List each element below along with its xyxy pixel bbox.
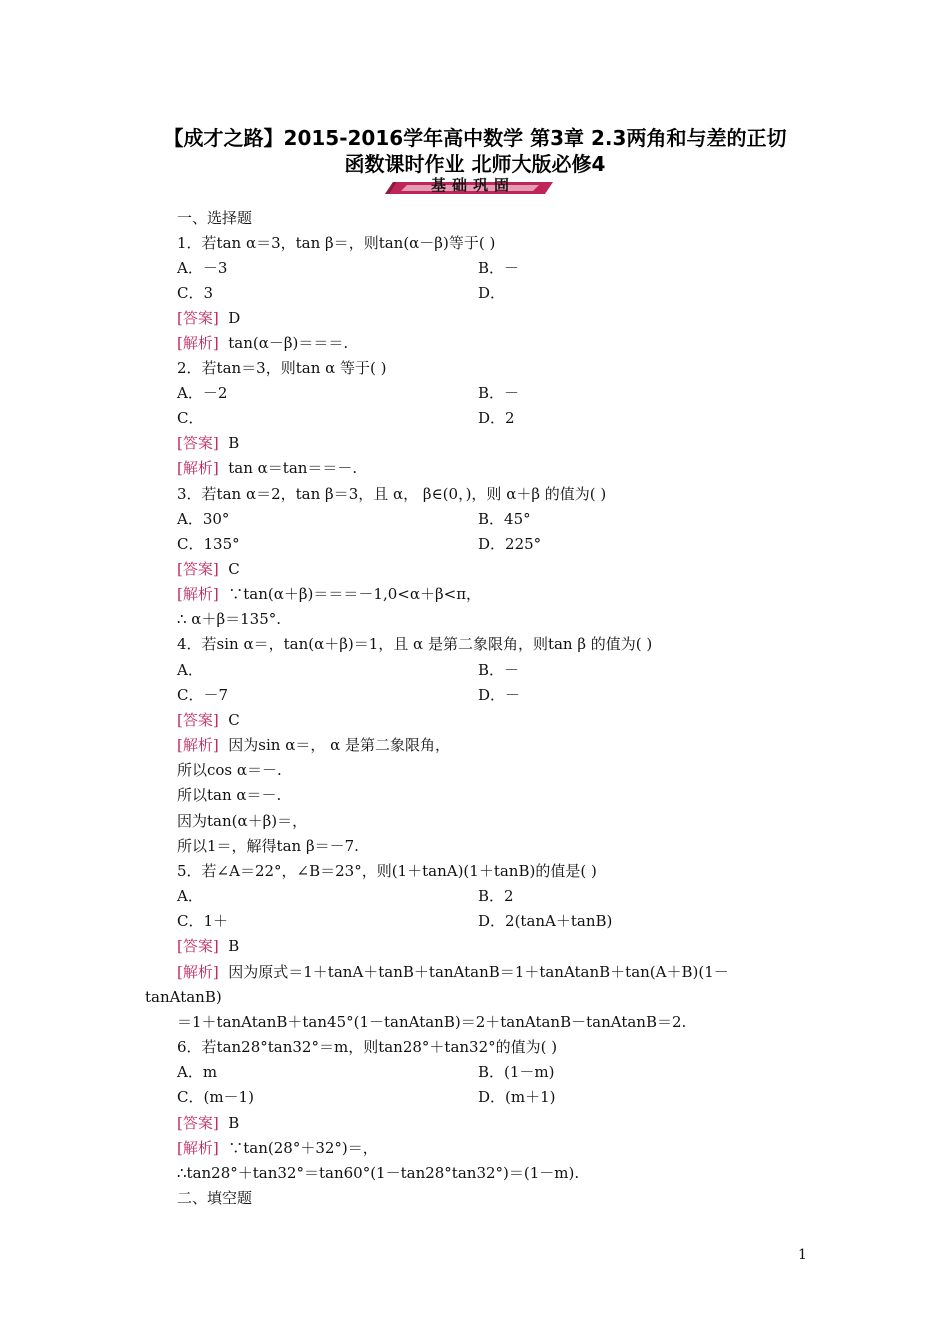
text-line	[177, 609, 281, 629]
analysis-line	[177, 458, 357, 478]
line-text: 二、填空题	[177, 1189, 253, 1207]
analysis-line	[177, 584, 481, 604]
text-line	[177, 861, 597, 881]
line-text: C．(m－1)	[177, 1088, 254, 1106]
answer-tag: [答案]	[177, 711, 219, 729]
line-text: 2．若tan＝3，则tan α 等于( )	[177, 359, 387, 377]
answer-tag: [答案]	[177, 434, 219, 452]
line-text: A．－3	[177, 259, 228, 277]
text-line	[478, 685, 520, 705]
answer-line	[177, 559, 240, 579]
line-text: tan(α－β)＝＝＝.	[228, 334, 349, 352]
text-line	[177, 1062, 217, 1082]
line-text: C．	[177, 409, 204, 427]
text-line	[177, 685, 228, 705]
line-text: tanAtanB)	[145, 988, 222, 1006]
text-line	[177, 1012, 686, 1032]
line-text: B．－	[478, 661, 520, 679]
line-text: C．1＋	[177, 912, 229, 930]
answer-tag: [答案]	[177, 1114, 219, 1132]
text-line	[177, 1037, 557, 1057]
line-text: B．45°	[478, 510, 531, 528]
line-text: A．30°	[177, 510, 230, 528]
text-line	[177, 208, 252, 228]
text-line	[177, 785, 281, 805]
answer-line	[177, 1113, 239, 1133]
analysis-line	[177, 962, 729, 982]
text-line	[478, 660, 519, 680]
line-text: ∵tan(α＋β)＝＝＝－1,0<α＋β<π，	[228, 585, 482, 603]
line-text: 所以cos α＝－.	[177, 761, 282, 779]
line-text: 6．若tan28°tan32°＝m，则tan28°＋tan32°的值为( )	[177, 1038, 558, 1056]
text-line	[177, 911, 228, 931]
line-text: D．(m＋1)	[478, 1088, 556, 1106]
analysis-line	[177, 735, 450, 755]
answer-line	[177, 710, 240, 730]
line-text: 4．若sin α＝，tan(α＋β)＝1，且 α 是第二象限角，则tan β 的值为( )	[177, 635, 653, 653]
line-text: B	[228, 1114, 240, 1132]
line-text: 因为tan(α＋β)＝，	[177, 812, 308, 830]
line-text: C．135°	[177, 535, 240, 553]
text-line	[478, 509, 531, 529]
section-banner	[383, 175, 563, 199]
answer-tag: [答案]	[177, 937, 219, 955]
line-text: 一、选择题	[177, 209, 253, 227]
text-line	[177, 886, 203, 906]
text-line	[177, 1163, 579, 1183]
document-title-line-2: 函数课时作业 北师大版必修4	[344, 152, 606, 176]
text-line	[177, 836, 359, 856]
analysis-tag: [解析]	[177, 585, 219, 603]
text-line	[177, 1087, 254, 1107]
line-text: 1．若tan α＝3，tan β＝，则tan(α－β)等于( )	[177, 234, 496, 252]
line-text: B	[228, 937, 240, 955]
line-text: 因为sin α＝， α 是第二象限角，	[228, 736, 450, 754]
analysis-tag: [解析]	[177, 334, 219, 352]
line-text: B	[228, 434, 240, 452]
line-text: D．－	[478, 686, 521, 704]
line-text: A．	[177, 661, 203, 679]
text-line	[478, 1087, 556, 1107]
line-text: C．3	[177, 284, 214, 302]
text-line	[177, 811, 307, 831]
line-text: D	[228, 309, 241, 327]
line-text: 因为原式＝1＋tanA＋tanB＋tanAtanB＝1＋tanAtanB＋tan(A＋B)(1－	[228, 963, 729, 981]
analysis-tag: [解析]	[177, 459, 219, 477]
text-line	[177, 509, 229, 529]
line-text: A．	[177, 887, 203, 905]
line-text: D．2(tanA＋tanB)	[478, 912, 613, 930]
answer-line	[177, 308, 240, 328]
text-line	[478, 911, 612, 931]
line-text: D．225°	[478, 535, 542, 553]
analysis-tag: [解析]	[177, 736, 219, 754]
line-text: C	[228, 560, 240, 578]
text-line	[177, 534, 240, 554]
answer-tag: [答案]	[177, 309, 219, 327]
banner-label: 基础巩固	[430, 176, 515, 194]
text-line	[478, 1062, 555, 1082]
text-line	[478, 408, 515, 428]
line-text: D．	[478, 284, 506, 302]
line-text: 所以tan α＝－.	[177, 786, 282, 804]
analysis-line	[177, 1138, 378, 1158]
text-line	[478, 258, 519, 278]
line-text: tan α＝tan＝＝－.	[228, 459, 358, 477]
text-line	[177, 258, 227, 278]
text-line	[177, 1188, 252, 1208]
line-text: B．2	[478, 887, 514, 905]
answer-line	[177, 936, 239, 956]
text-line	[177, 383, 227, 403]
text-line	[177, 233, 495, 253]
text-line	[177, 660, 203, 680]
analysis-line	[177, 333, 348, 353]
document-title-line-1: 【成才之路】2015-2016学年高中数学 第3章 2.3两角和与差的正切	[163, 126, 787, 150]
text-line	[478, 283, 505, 303]
line-text: 3．若tan α＝2，tan β＝3，且 α， β∈(0，)，则 α＋β 的值为( )	[177, 485, 607, 503]
text-line	[177, 484, 606, 504]
line-text: 所以1＝，解得tan β＝－7.	[177, 837, 359, 855]
analysis-tag: [解析]	[177, 963, 219, 981]
line-text: B．(1－m)	[478, 1063, 555, 1081]
answer-line	[177, 433, 239, 453]
text-line	[177, 760, 282, 780]
line-text: ∵tan(28°＋32°)＝，	[228, 1139, 378, 1157]
line-text: B．－	[478, 259, 520, 277]
text-line	[177, 283, 213, 303]
text-line	[177, 408, 203, 428]
line-text: A．－2	[177, 384, 228, 402]
line-text: A．m	[177, 1063, 218, 1081]
line-text: ∴tan28°＋tan32°＝tan60°(1－tan28°tan32°)＝(1－m).	[177, 1164, 580, 1182]
text-line	[478, 383, 519, 403]
line-text: ＝1＋tanAtanB＋tan45°(1－tanAtanB)＝2＋tanAtanB－tanAtanB＝2.	[177, 1013, 687, 1031]
analysis-tag: [解析]	[177, 1139, 219, 1157]
line-text: 5．若∠A＝22°，∠B＝23°，则(1＋tanA)(1＋tanB)的值是( )	[177, 862, 597, 880]
line-text: C．－7	[177, 686, 229, 704]
text-line	[145, 987, 222, 1007]
text-line	[177, 358, 387, 378]
text-line	[478, 534, 541, 554]
text-line	[478, 886, 514, 906]
line-text: B．－	[478, 384, 520, 402]
text-line	[177, 634, 652, 654]
line-text: C	[228, 711, 240, 729]
line-text: ∴ α＋β＝135°.	[177, 610, 282, 628]
answer-tag: [答案]	[177, 560, 219, 578]
page-number: 1	[798, 1247, 807, 1263]
line-text: D．2	[478, 409, 515, 427]
